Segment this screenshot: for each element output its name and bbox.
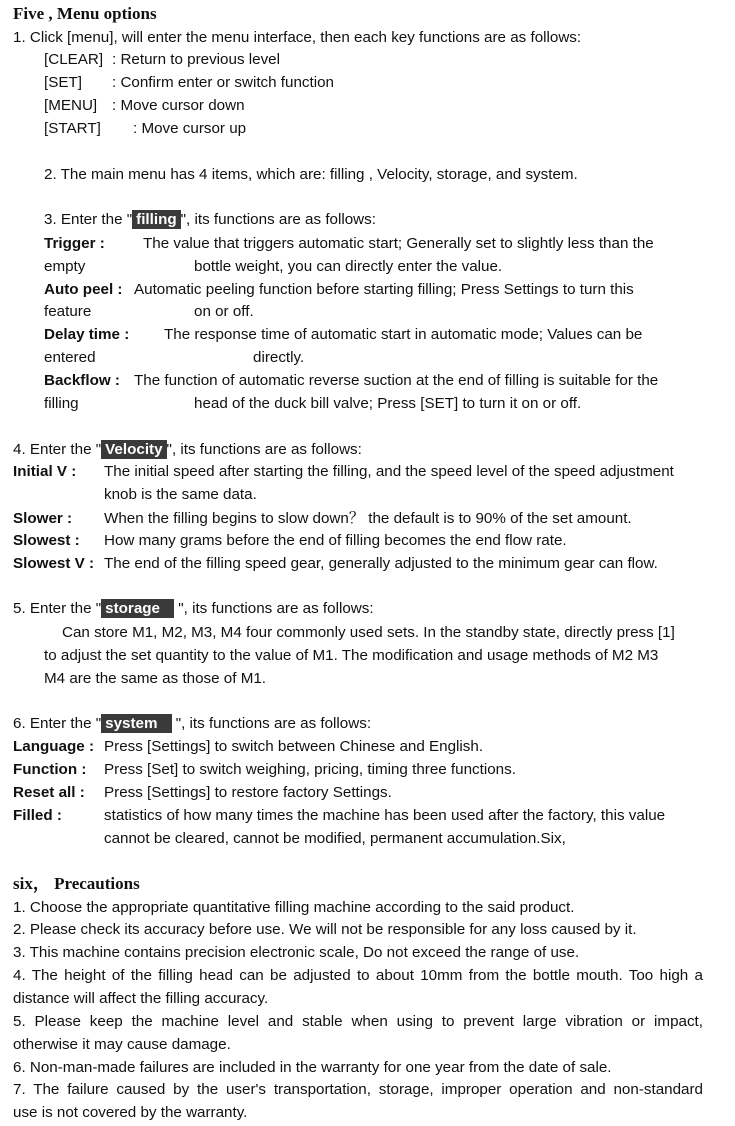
storage-line-1: Can store M1, M2, M3, M4 four commonly used sets. In the standby state, directly press [1] — [62, 624, 675, 641]
delay-text: The response time of automatic start in automatic mode; Values can be — [164, 326, 643, 343]
slowest-label: Slowest : — [13, 532, 80, 549]
storage-line-2: to adjust the set quantity to the value of M1. The modification and usage methods of M2 M3 — [44, 647, 659, 664]
key-menu-desc: : Move cursor down — [112, 97, 245, 114]
backflow-text: The function of automatic reverse suction at the end of filling is suitable for the — [134, 372, 659, 389]
precaution-3: 3. This machine contains precision electronic scale, Do not exceed the range of use. — [13, 944, 580, 961]
autopeel-label: Auto peel : — [44, 281, 123, 298]
filled-label: Filled : — [13, 807, 62, 824]
key-clear: [CLEAR] — [44, 51, 104, 68]
key-clear-desc: : Return to previous level — [112, 51, 280, 68]
slowest-v-label: Slowest V : — [13, 555, 95, 572]
filled-text-2: cannot be cleared, cannot be modified, permanent accumulation.Six, — [104, 830, 566, 847]
backflow-word: filling — [44, 395, 79, 412]
menu-item-1: 1. Click [menu], will enter the menu interface, then each key functions are as follows: — [13, 29, 582, 46]
velocity-intro: 4. Enter the " Velocity ", its functions are as follows: — [13, 441, 362, 458]
backflow-text-2: head of the duck bill valve; Press [SET] to turn it on or off. — [194, 395, 582, 412]
key-set-desc: : Confirm enter or switch function — [112, 74, 334, 91]
precaution-1: 1. Choose the appropriate quantitative filling machine according to the said product. — [13, 899, 575, 916]
slower-label: Slower : — [13, 510, 73, 527]
delay-text-2: directly. — [253, 349, 305, 366]
storage-line-3: M4 are the same as those of M1. — [44, 670, 267, 687]
precaution-5: 5. Please keep the machine level and stable when using to prevent large vibration or impact, — [13, 1013, 703, 1030]
key-start-desc: : Move cursor up — [133, 120, 247, 137]
storage-tag: storage — [101, 599, 174, 618]
slower-text: When the filling begins to slow down？ the default is to 90% of the set amount. — [104, 510, 632, 527]
precaution-4: 4. The height of the filling head can be adjusted to about 10mm from the bottle mouth. Too high a — [13, 967, 703, 984]
initial-v-text-2: knob is the same data. — [104, 486, 257, 503]
system-tag: system — [101, 714, 171, 733]
reset-all-text: Press [Settings] to restore factory Settings. — [104, 784, 392, 801]
slowest-text: How many grams before the end of filling becomes the end flow rate. — [104, 532, 567, 549]
autopeel-text-2: on or off. — [194, 303, 254, 320]
reset-all-label: Reset all : — [13, 784, 85, 801]
precaution-2: 2. Please check its accuracy before use. We will not be responsible for any loss caused by it. — [13, 921, 637, 938]
precautions-heading: six， Precautions — [13, 874, 140, 893]
autopeel-text: Automatic peeling function before starting filling; Press Settings to turn this — [134, 281, 634, 298]
precaution-5-cont: otherwise it may cause damage. — [13, 1036, 231, 1053]
filled-text: statistics of how many times the machine has been used after the factory, this value — [104, 807, 666, 824]
velocity-tag: Velocity — [101, 440, 166, 459]
delay-label: Delay time : — [44, 326, 130, 343]
backflow-label: Backflow : — [44, 372, 120, 389]
precaution-4-cont: distance will affect the filling accuracy. — [13, 990, 269, 1007]
trigger-word: empty — [44, 258, 86, 275]
key-set: [SET] — [44, 74, 82, 91]
function-text: Press [Set] to switch weighing, pricing, timing three functions. — [104, 761, 516, 778]
precaution-6: 6. Non-man-made failures are included in the warranty for one year from the date of sale. — [13, 1059, 612, 1076]
filling-intro: 3. Enter the " filling ", its functions are as follows: — [44, 211, 376, 228]
language-label: Language : — [13, 738, 95, 755]
menu-item-2: 2. The main menu has 4 items, which are: filling , Velocity, storage, and system. — [44, 166, 578, 183]
trigger-label: Trigger : — [44, 235, 105, 252]
language-text: Press [Settings] to switch between Chinese and English. — [104, 738, 484, 755]
initial-v-label: Initial V : — [13, 463, 77, 480]
precaution-7-cont: use is not covered by the warranty. — [13, 1104, 248, 1121]
key-menu: [MENU] — [44, 97, 98, 114]
delay-word: entered — [44, 349, 96, 366]
key-start: [START] — [44, 120, 101, 137]
filling-tag: filling — [132, 210, 181, 229]
slowest-v-text: The end of the filling speed gear, generally adjusted to the minimum gear can flow. — [104, 555, 658, 572]
system-intro: 6. Enter the " system ", its functions are as follows: — [13, 715, 372, 732]
trigger-text: The value that triggers automatic start; Generally set to slightly less than the — [143, 235, 654, 252]
function-label: Function : — [13, 761, 87, 778]
storage-intro: 5. Enter the " storage ", its functions are as follows: — [13, 600, 374, 617]
initial-v-text: The initial speed after starting the filling, and the speed level of the speed adjustment — [104, 463, 674, 480]
menu-heading: Five , Menu options — [13, 4, 157, 23]
autopeel-word: feature — [44, 303, 92, 320]
precaution-7: 7. The failure caused by the user's transportation, storage, improper operation and non-standard — [13, 1081, 703, 1098]
trigger-text-2: bottle weight, you can directly enter the value. — [194, 258, 503, 275]
